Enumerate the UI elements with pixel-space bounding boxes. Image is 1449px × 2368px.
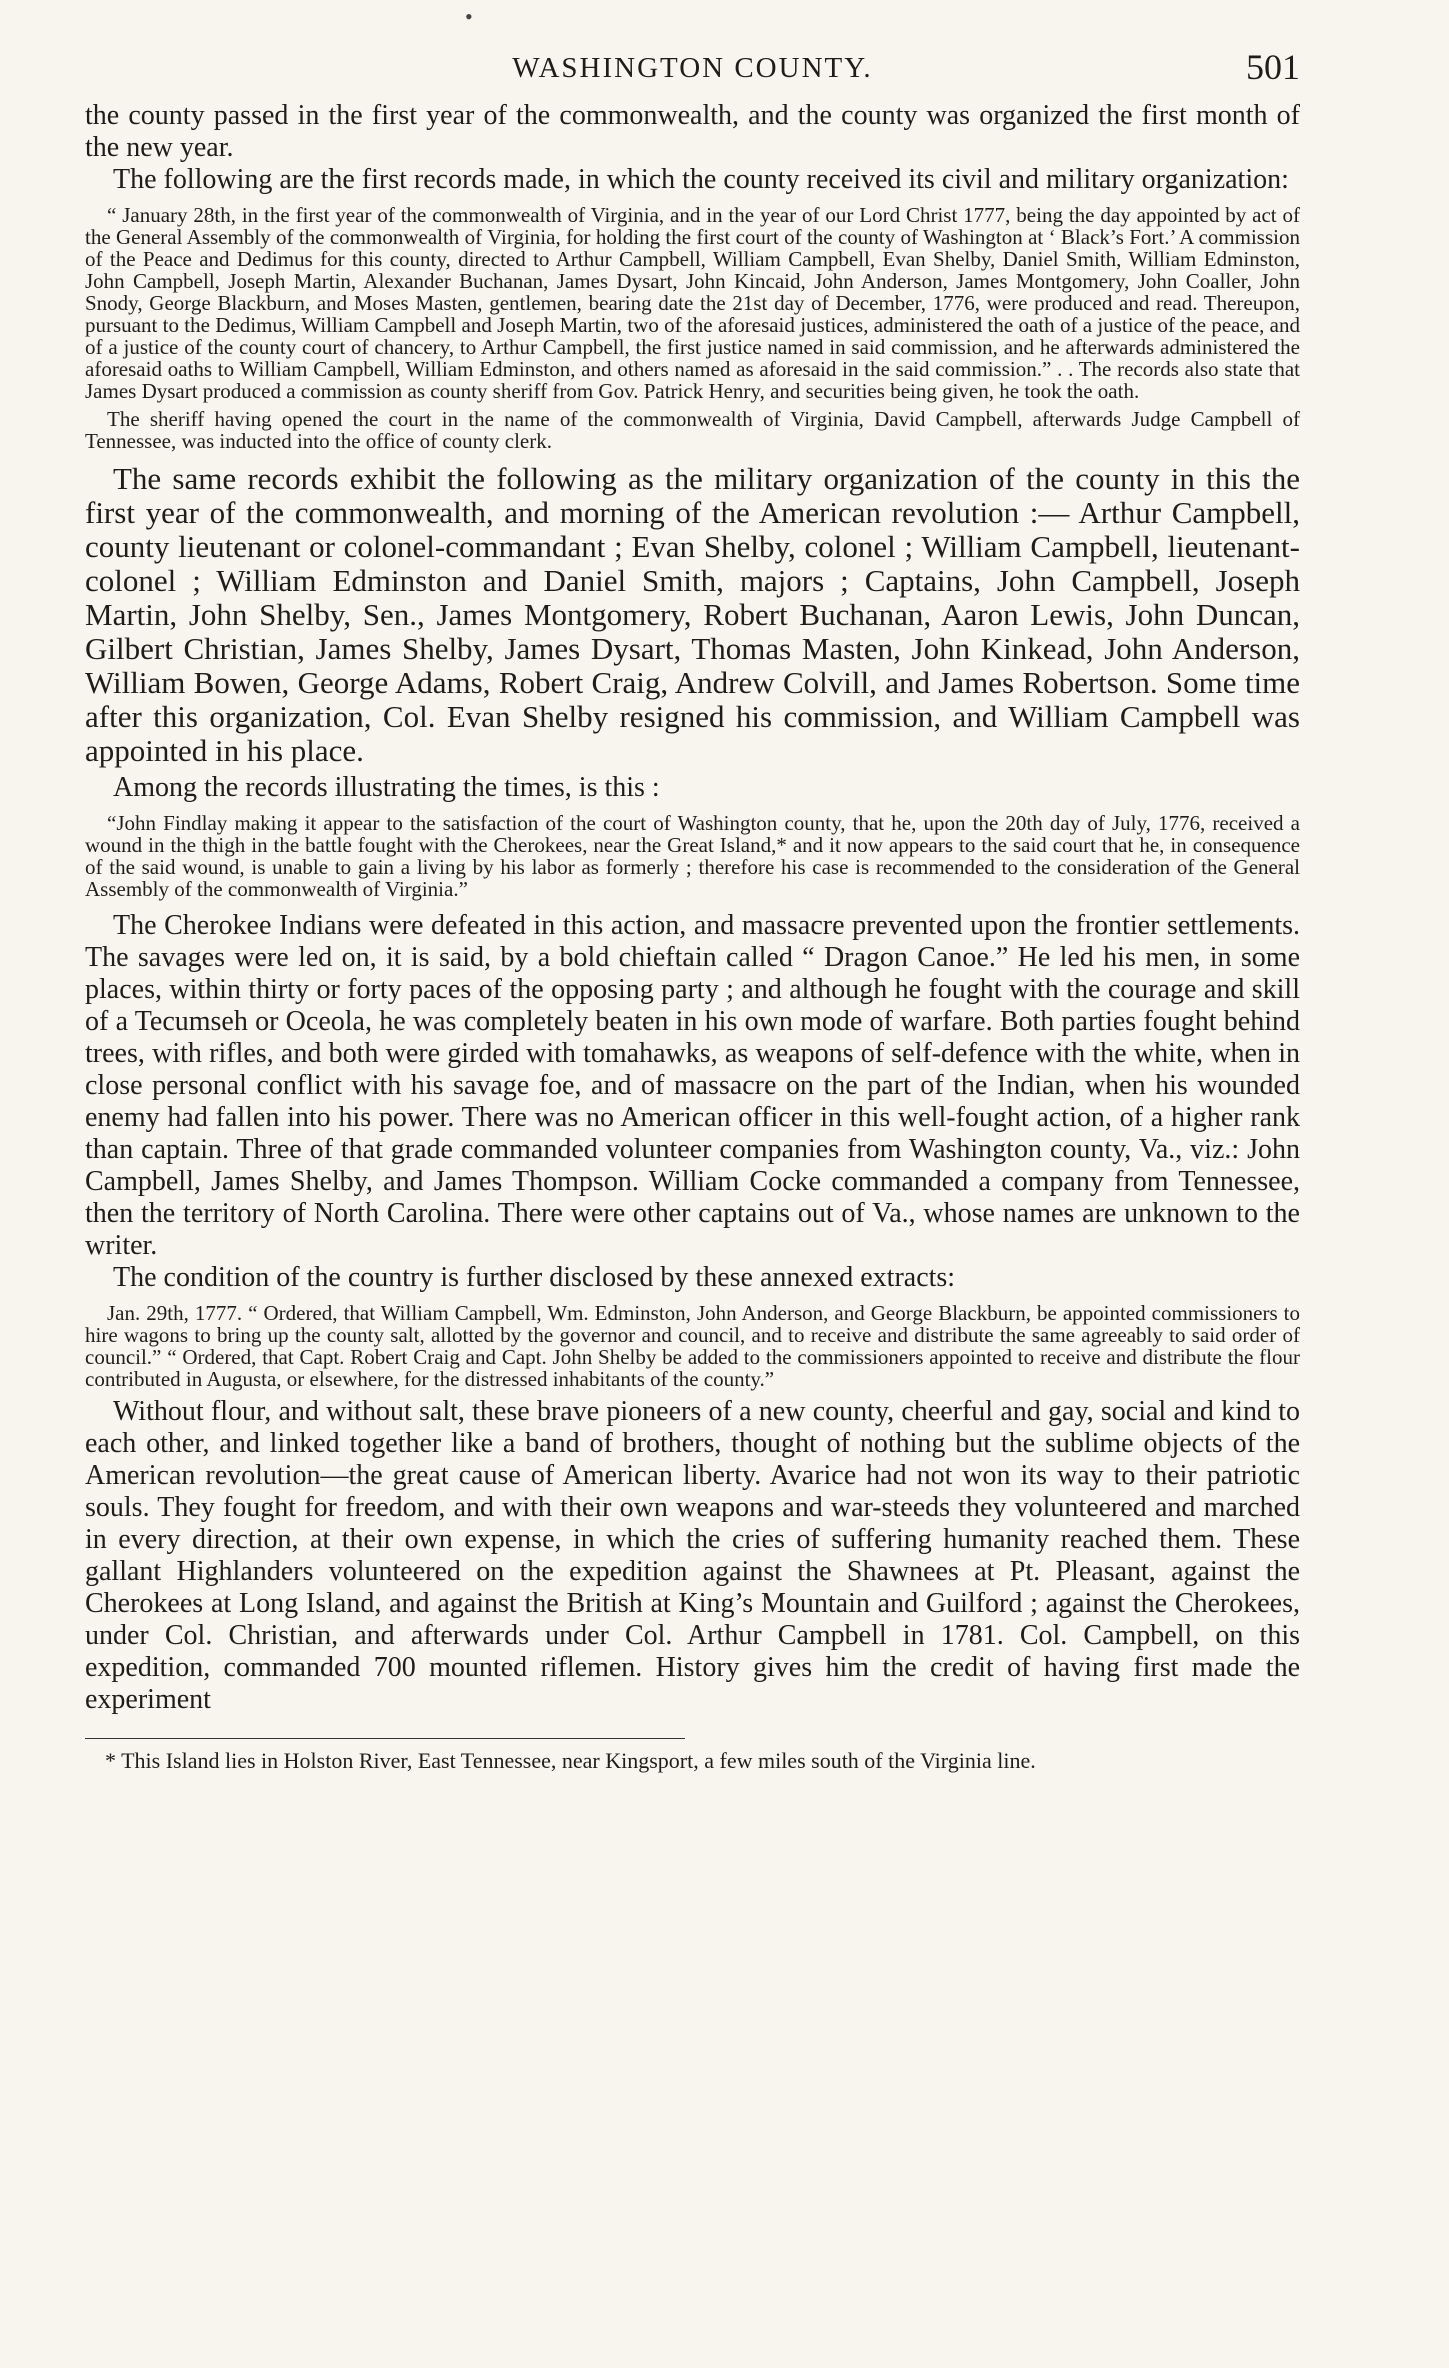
quote-sheriff-clerk: The sheriff having opened the court in the name of the commonwealth of Virginia, David Campbell, afterwards Judge Campbell of Tennessee, was inducted into the office of county clerk. xyxy=(85,407,1300,453)
paragraph-records-illustrating: Among the records illustrating the times, is this : xyxy=(113,772,660,803)
paragraph-county-organized: the county passed in the first year of the commonwealth, and the county was organized the first month of the new year. xyxy=(85,100,1300,163)
paragraph-military-organization: The same records exhibit the following as the military organization of the county in this the first year of the commonwealth, and morning of the American revolution :— Arthur Campbell, county lieutenant or colonel-commandant ; Evan Shelby, colonel ; William Campbell, lieutenant-colonel ; William Edminston and Daniel Smith, majors ; Captains, John Campbell, Joseph Martin, John Shelby, Sen., James Montgomery, Robert Buchanan, Aaron Lewis, John Duncan, Gilbert Christian, James Shelby, James Dysart, Thomas Masten, John Kinkead, John Anderson, William Bowen, George Adams, Robert Craig, Andrew Colvill, and James Robertson. Some time after this organization, Col. Evan Shelby resigned his commission, and William Campbell was appointed in his place. xyxy=(85,461,1300,768)
quote-first-court: “ January 28th, in the first year of the commonwealth of Virginia, and in the year of our Lord Christ 1777, being the day appointed by act of the General Assembly of the commonwealth of Virginia, for holding the first court of the county of Washington at ‘ Black’s Fort.’ A commission of the Peace and Dedimus for this county, directed to Arthur Campbell, William Campbell, Evan Shelby, Daniel Smith, William Edminston, John Campbell, Joseph Martin, Alexander Buchanan, James Dysart, John Kincaid, John Anderson, James Montgomery, John Coaller, John Snody, George Blackburn, and Moses Masten, gentlemen, bearing date the 21st day of December, 1776, were produced and read. Thereupon, pursuant to the Dedimus, William Campbell and Joseph Martin, two of the aforesaid justices, administered the oath of a justice of the peace, and of a justice of the county court of chancery, to Arthur Campbell, the first justice named in said commission, and he afterwards administered the aforesaid oaths to William Campbell, William Edminston, and others named as aforesaid in the said commission.” . . The records also state that James Dysart produced a commission as county sheriff from Gov. Patrick Henry, and securities being given, he took the oath. xyxy=(85,203,1300,403)
running-head: WASHINGTON COUNTY. xyxy=(512,52,873,84)
page xyxy=(85,4,1300,1775)
paragraph-cherokee-defeat: The Cherokee Indians were defeated in this action, and massacre prevented upon the frontier settlements. The savages were led on, it is said, by a bold chieftain called “ Dragon Canoe.” He led his men, in some places, within thirty or forty paces of the opposing party ; and although he fought with the courage and skill of a Tecumseh or Oceola, he was completely beaten in his own mode of warfare. Both parties fought behind trees, with rifles, and both were girded with tomahawks, as weapons of self-defence with the white, when in close personal conflict with his savage foe, and of massacre on the part of the Indian, when his wounded enemy had fallen into his power. There was no American officer in this well-fought action, of a higher rank than captain. Three of that grade commanded volunteer companies from Washington county, Va., viz.: John Campbell, James Shelby, and James Thompson. William Cocke commanded a company from Tennessee, then the territory of North Carolina. There were other captains out of Va., whose names are unknown to the writer. xyxy=(85,910,1300,1261)
paragraph-without-flour: Without flour, and without salt, these brave pioneers of a new county, cheerful and gay, social and kind to each other, and linked together like a band of brothers, thought of nothing but the sublime objects of the American revolution—the great cause of American liberty. Avarice had not won its way to their patriotic souls. They fought for freedom, and with their own weapons and war-steeds they volunteered and marched in every direction, at their own expense, in which the cries of suffering humanity reached them. These gallant Highlanders volunteered on the expedition against the Shawnees at Pt. Pleasant, against the Cherokees at Long Island, and against the British at King’s Mountain and Guilford ; against the Cherokees, under Col. Christian, and afterwards under Col. Arthur Campbell in 1781. Col. Campbell, on this expedition, commanded 700 mounted riflemen. History gives him the credit of having first made the experiment xyxy=(85,1396,1300,1715)
quote-john-findlay: “John Findlay making it appear to the satisfaction of the court of Washington county, that he, upon the 20th day of July, 1776, received a wound in the thigh in the battle fought with the Cherokees, near the Great Island,* and it now appears to the said court that he, in consequence of the said wound, is unable to gain a living by his labor as formerly ; therefore his case is recommended to the consideration of the General Assembly of the commonwealth of Virginia.” xyxy=(85,811,1300,901)
footnote: * This Island lies in Holston River, East Tennessee, near Kingsport, a few miles south of the Virginia line. xyxy=(105,1748,1036,1773)
paragraph-condition-of-country: The condition of the country is further disclosed by these annexed extracts: xyxy=(113,1262,956,1293)
page-header xyxy=(85,4,1300,100)
paragraph-first-records: The following are the first records made, in which the county received its civil and military organization: xyxy=(113,164,1289,195)
ink-mark: • xyxy=(465,4,473,29)
quote-ordered-extracts: Jan. 29th, 1777. “ Ordered, that William Campbell, Wm. Edminston, John Anderson, and George Blackburn, be appointed commissioners to hire wagons to bring up the county salt, allotted by the governor and council, and to receive and distribute the same agreeably to said order of council.” “ Ordered, that Capt. Robert Craig and Capt. John Shelby be added to the commissioners appointed to receive and distribute the flour contributed in Augusta, or elsewhere, for the distressed inhabitants of the county.” xyxy=(85,1301,1300,1391)
footnote-divider xyxy=(85,1738,685,1739)
page-number: 501 xyxy=(1246,47,1300,87)
